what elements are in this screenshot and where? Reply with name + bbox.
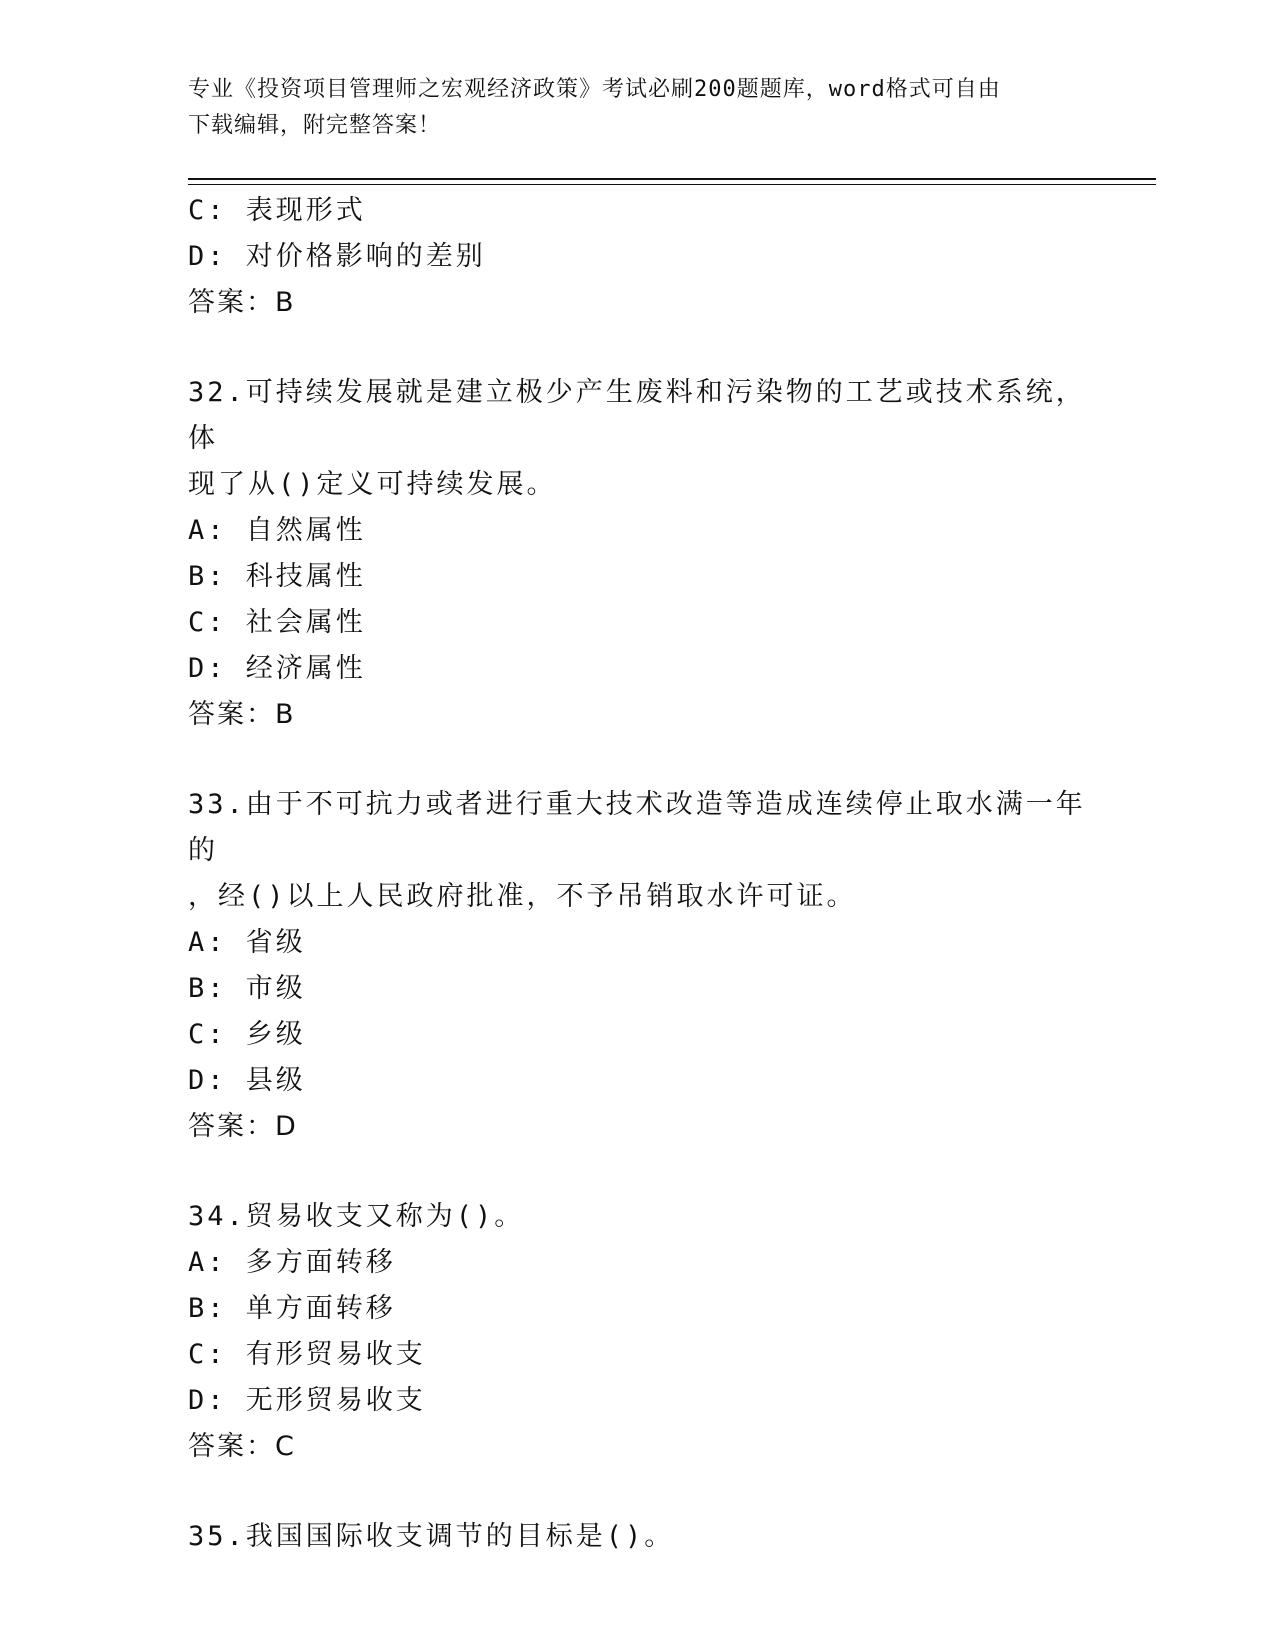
option-letter: D: (188, 653, 227, 684)
question-35 (188, 1514, 1088, 1560)
spacer (188, 326, 1088, 370)
question-34 (188, 1194, 1088, 1470)
header-divider-thin (188, 184, 1156, 185)
option-text: 乡级 (245, 1019, 306, 1050)
option-text: 单方面转移 (245, 1293, 396, 1324)
option-text: 无形贸易收支 (245, 1385, 426, 1416)
option-letter: A: (188, 1247, 227, 1278)
option-letter: C: (188, 1019, 227, 1050)
option-letter: A: (188, 515, 227, 546)
option-b (188, 966, 1088, 1012)
option-c (188, 188, 1088, 234)
question-text-line: 现了从()定义可持续发展。 (188, 469, 557, 500)
answer-line: 答案：C (188, 1431, 296, 1462)
option-c (188, 1012, 1088, 1058)
option-c (188, 600, 1088, 646)
option-letter: C: (188, 1339, 227, 1370)
option-text: 社会属性 (245, 607, 366, 638)
option-text: 自然属性 (245, 515, 366, 546)
option-b (188, 554, 1088, 600)
option-d (188, 1378, 1088, 1424)
header-divider-thick (188, 178, 1156, 180)
spacer (188, 1150, 1088, 1194)
option-letter: B: (188, 973, 227, 1004)
spacer (188, 738, 1088, 782)
question-text-line: 34.贸易收支又称为()。 (188, 1201, 525, 1232)
option-letter: D: (188, 1385, 227, 1416)
answer-line: 答案：B (188, 699, 296, 730)
option-text: 有形贸易收支 (245, 1339, 426, 1370)
option-text: 科技属性 (245, 561, 366, 592)
option-text: 省级 (245, 927, 306, 958)
previous-question-tail (188, 188, 1088, 326)
question-list (188, 188, 1088, 1560)
option-letter: B: (188, 1293, 227, 1324)
option-text: 县级 (245, 1065, 306, 1096)
option-a (188, 508, 1088, 554)
option-d (188, 1058, 1088, 1104)
option-letter: C: (188, 607, 227, 638)
option-a (188, 1240, 1088, 1286)
option-d (188, 234, 1088, 280)
option-letter: C: (188, 195, 227, 226)
option-letter: B: (188, 561, 227, 592)
option-letter: D: (188, 1065, 227, 1096)
header-line-2: 下载编辑，附完整答案！ (188, 113, 442, 138)
option-a (188, 920, 1088, 966)
option-letter: D: (188, 241, 227, 272)
question-text-line: 35.我国国际收支调节的目标是()。 (188, 1521, 675, 1552)
option-text: 经济属性 (245, 653, 366, 684)
answer-line: 答案：B (188, 287, 296, 318)
document-header (188, 72, 1088, 144)
header-line-1: 专业《投资项目管理师之宏观经济政策》考试必刷200题题库，word格式可自由 (188, 77, 1001, 102)
spacer (188, 1470, 1088, 1514)
option-d (188, 646, 1088, 692)
answer-line: 答案：D (188, 1111, 298, 1142)
option-letter: A: (188, 927, 227, 958)
option-text: 表现形式 (245, 195, 366, 226)
option-text: 对价格影响的差别 (245, 241, 486, 272)
option-c (188, 1332, 1088, 1378)
option-text: 多方面转移 (245, 1247, 396, 1278)
question-32 (188, 370, 1088, 738)
option-text: 市级 (245, 973, 306, 1004)
option-b (188, 1286, 1088, 1332)
question-33 (188, 782, 1088, 1150)
question-text-line: ，经()以上人民政府批准，不予吊销取水许可证。 (188, 881, 857, 912)
question-text-line: 33.由于不可抗力或者进行重大技术改造等造成连续停止取水满一年的 (188, 789, 1086, 866)
question-text-line: 32.可持续发展就是建立极少产生废料和污染物的工艺或技术系统，体 (188, 377, 1086, 454)
